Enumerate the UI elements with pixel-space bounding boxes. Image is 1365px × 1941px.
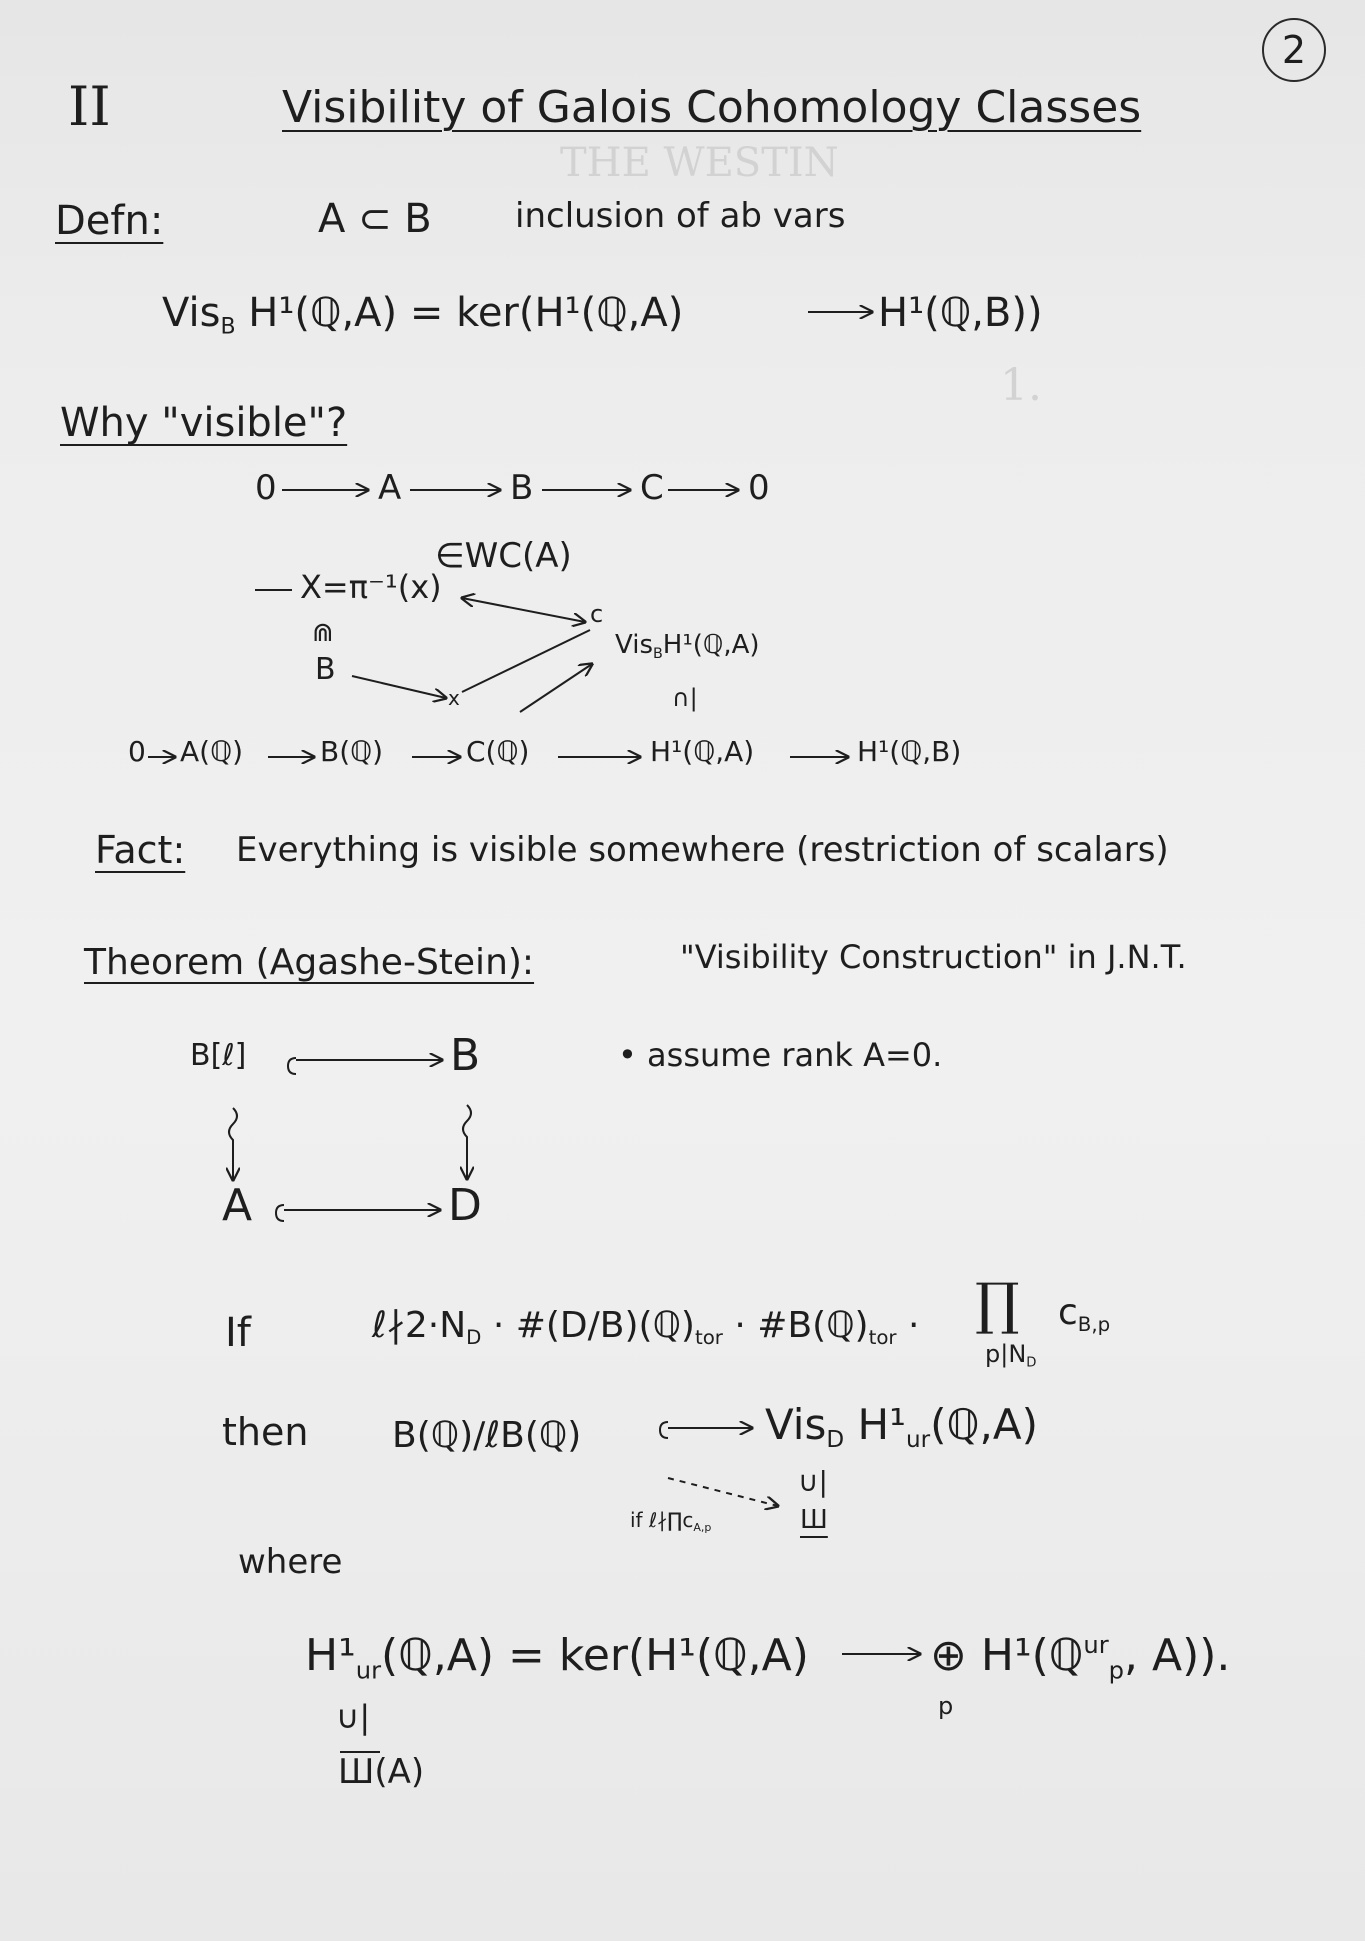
where-lhs xyxy=(305,1630,809,1684)
containment-symbol: ∪| xyxy=(798,1465,828,1498)
bleed-through-text: THE WESTIN xyxy=(560,140,839,186)
vis-text: Vis xyxy=(615,630,653,660)
diagram-top-right: B xyxy=(450,1030,481,1081)
page-number: 2 xyxy=(1262,18,1326,82)
ur-subscript: ur xyxy=(355,1656,382,1685)
product-symbol: ∏ xyxy=(975,1272,1020,1337)
theorem-label: Theorem (Agashe-Stein): xyxy=(84,942,535,983)
side-note-text: if ℓ∤∏c xyxy=(630,1508,694,1532)
bleed-through-text: 1. xyxy=(1000,360,1042,411)
arrow xyxy=(352,676,446,698)
seq-term: C xyxy=(640,468,664,508)
long-seq-term: A(ℚ) xyxy=(180,735,244,768)
condition-sub: D xyxy=(466,1325,482,1349)
tor-subscript: tor xyxy=(868,1325,897,1349)
rank-assumption: • assume rank A=0. xyxy=(618,1036,943,1074)
where-rhs xyxy=(930,1630,1230,1684)
diagram-bottom-left: A xyxy=(222,1180,253,1231)
seq-term: 0 xyxy=(748,468,770,508)
product-index-sub: D xyxy=(1026,1355,1037,1371)
where-rhs-tail: , A)). xyxy=(1124,1630,1231,1681)
arrow xyxy=(520,664,592,712)
vis-definition-rhs: H¹(ℚ,B)) xyxy=(878,290,1043,336)
tor-subscript: tor xyxy=(694,1325,723,1349)
isogeny-arrow xyxy=(229,1108,237,1180)
h1-symbol: H¹ xyxy=(844,1400,906,1449)
inclusion-hook xyxy=(288,1058,296,1074)
ur-subscript: ur xyxy=(905,1427,931,1454)
vis-group-tail: H¹(ℚ,A) xyxy=(662,630,760,660)
theorem-note: "Visibility Construction" in J.N.T. xyxy=(680,938,1187,976)
long-seq-term: 0 xyxy=(128,735,146,768)
if-condition xyxy=(372,1305,919,1349)
ur-superscript: ur xyxy=(1083,1631,1109,1660)
diagram-top-left: B[ℓ] xyxy=(190,1038,247,1073)
side-note xyxy=(630,1508,711,1534)
where-label: where xyxy=(238,1542,343,1582)
vis-target-args: (ℚ,A) xyxy=(930,1400,1038,1449)
where-kernel: (ℚ,A) = ker(H¹(ℚ,A) xyxy=(381,1630,809,1681)
inclusion-hook xyxy=(660,1422,668,1438)
h1-symbol: H¹ xyxy=(305,1630,356,1681)
product-index xyxy=(985,1340,1036,1371)
sha-symbol: Ш xyxy=(800,1505,828,1535)
vis-target xyxy=(765,1400,1038,1453)
product-term-c: c xyxy=(1058,1292,1078,1333)
product-term-sub: B,p xyxy=(1077,1312,1111,1336)
p-subscript: p xyxy=(1108,1656,1125,1685)
vis-definition-body: H¹(ℚ,A) = ker(H¹(ℚ,A) xyxy=(235,290,684,336)
fiber-b-label: B xyxy=(315,652,336,687)
definition-statement: A ⊂ B xyxy=(318,196,432,242)
fact-label: Fact: xyxy=(95,828,186,872)
c-label: c xyxy=(590,600,604,628)
condition-start: ℓ∤2·N xyxy=(372,1305,467,1346)
seq-term: B xyxy=(510,468,534,508)
containment-symbol: ∪| xyxy=(336,1698,371,1736)
x-label: x xyxy=(448,686,460,710)
vis-subscript: B xyxy=(652,646,663,662)
vis-text: Vis xyxy=(765,1400,827,1449)
product-index-text: p|N xyxy=(985,1340,1027,1368)
vis-subscript: D xyxy=(826,1427,845,1454)
isogeny-arrow xyxy=(463,1105,471,1179)
fiber-label: X=π⁻¹(x) xyxy=(300,568,442,606)
correspondence-arrow xyxy=(462,598,585,622)
dashed-arrow xyxy=(668,1478,778,1506)
wc-element: ∈WC(A) xyxy=(435,536,572,576)
definition-note: inclusion of ab vars xyxy=(515,196,846,236)
seq-term: 0 xyxy=(255,468,277,508)
vis-text: Vis xyxy=(162,290,221,336)
condition-quotient: · #(D/B)(ℚ) xyxy=(481,1305,695,1346)
why-visible-label: Why "visible"? xyxy=(60,400,348,446)
inclusion-hook xyxy=(276,1205,284,1221)
definition-label: Defn: xyxy=(55,198,164,244)
sha-of-a: Ш(A) xyxy=(338,1752,425,1792)
product-term xyxy=(1058,1292,1110,1336)
section-title: Visibility of Galois Cohomology Classes xyxy=(282,82,1142,133)
direct-sum: ⊕ H¹(ℚ xyxy=(930,1630,1084,1681)
long-seq-term: H¹(ℚ,B) xyxy=(857,735,962,768)
section-numeral: II xyxy=(68,75,111,138)
then-label: then xyxy=(222,1410,309,1454)
condition-torsion: · #B(ℚ) xyxy=(722,1305,869,1346)
subset-symbol: ⋒ xyxy=(312,618,334,648)
arrow xyxy=(462,630,590,692)
vis-inclusion: ∩| xyxy=(672,684,698,712)
sum-index: p xyxy=(938,1692,954,1720)
vis-group xyxy=(615,630,760,662)
side-note-sub: A,p xyxy=(693,1520,712,1534)
if-label: If xyxy=(225,1310,251,1356)
long-seq-term: C(ℚ) xyxy=(466,735,530,768)
diagram-bottom-right: D xyxy=(448,1180,482,1231)
vis-subscript: B xyxy=(220,314,236,340)
quotient-group: B(ℚ)/ℓB(ℚ) xyxy=(392,1415,582,1456)
condition-dot: · xyxy=(896,1305,920,1346)
long-seq-term: H¹(ℚ,A) xyxy=(650,735,755,768)
long-seq-term: B(ℚ) xyxy=(320,735,384,768)
vis-definition-lhs xyxy=(162,290,683,340)
fact-text: Everything is visible somewhere (restriction of scalars) xyxy=(236,830,1169,870)
seq-term: A xyxy=(378,468,402,508)
